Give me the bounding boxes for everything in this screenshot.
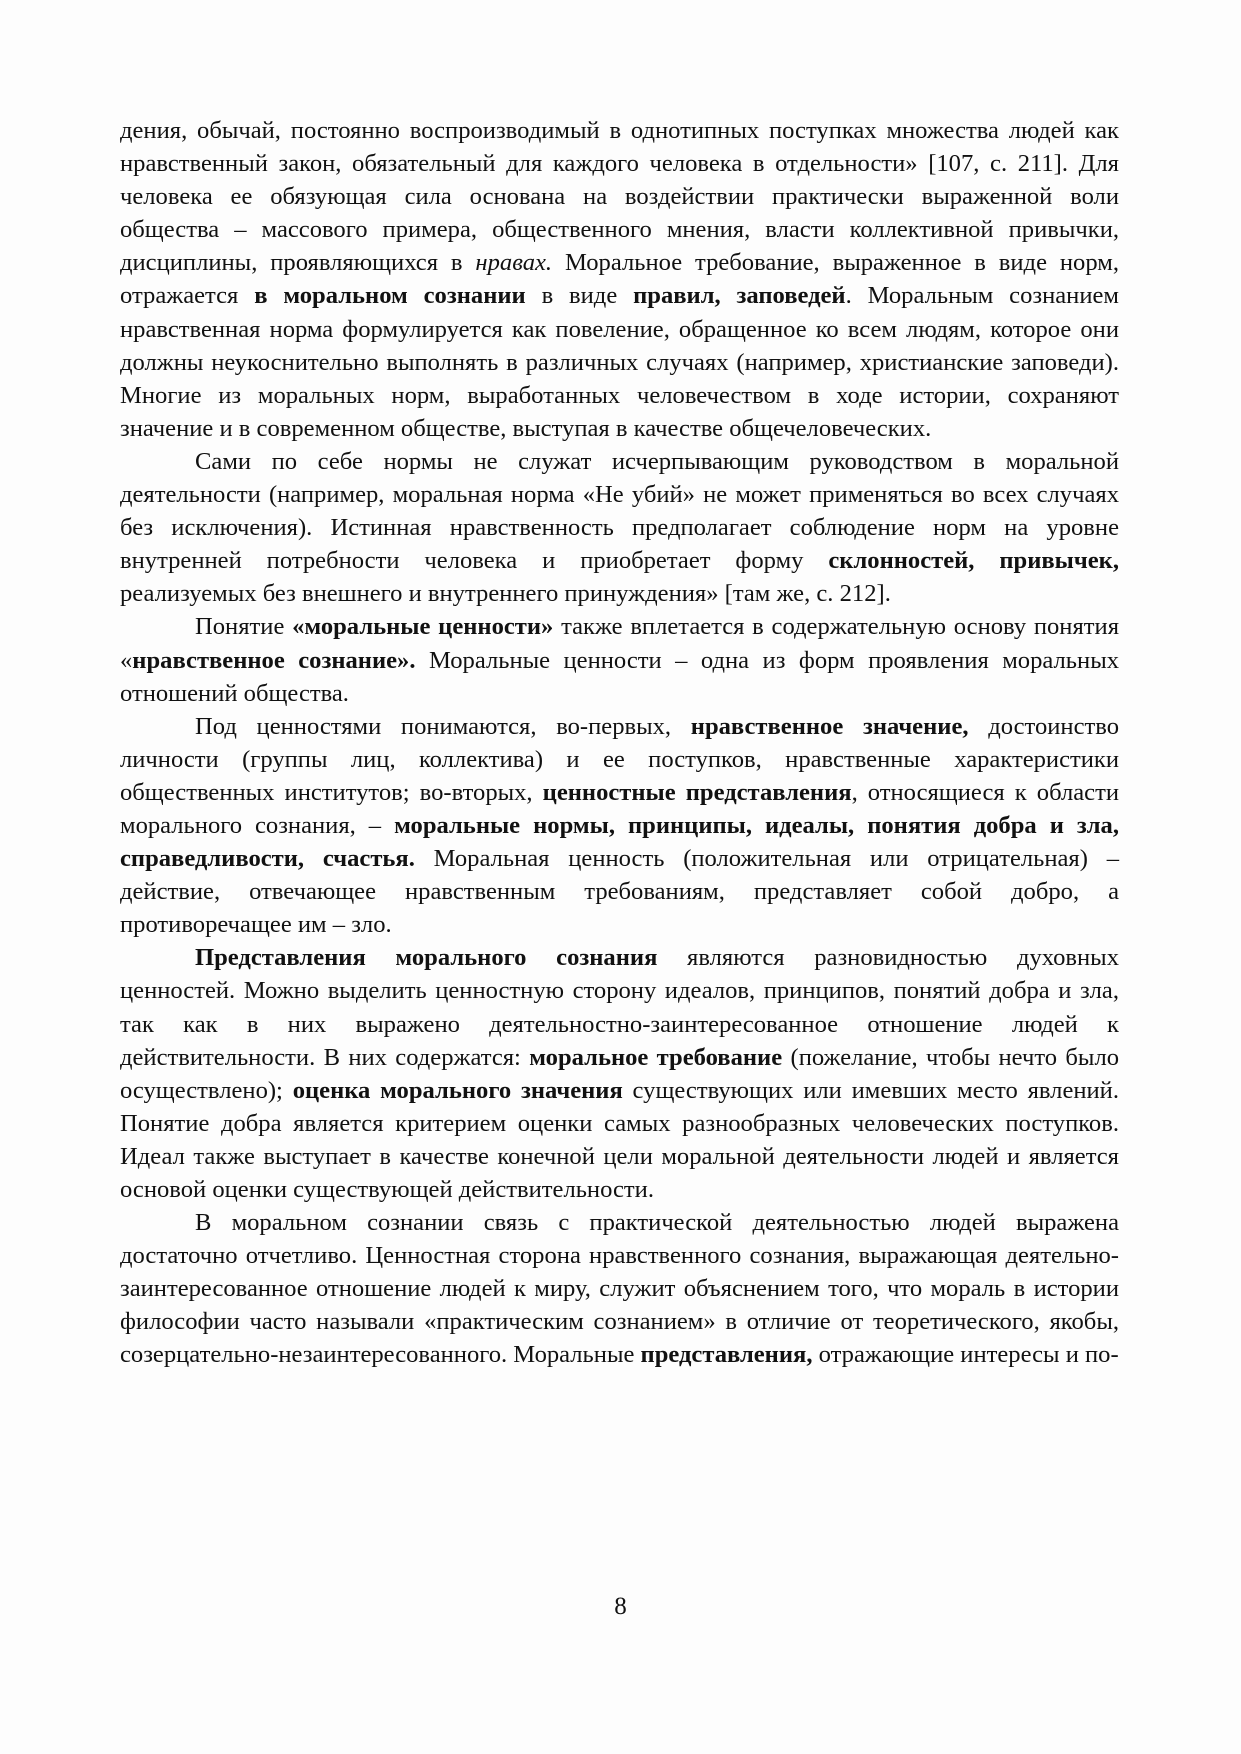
page-number: 8 [614, 1593, 627, 1620]
text-run: Сами по себе нормы не служат исчерпывающим руководством в моральной деятельности (например, моральная норма «Не убий» не может применяться во всех случаях без исключения). Истинная нравственность предполагает соблюдение норм на уровне внутренней потребности человека и приобретает форму [120, 447, 1119, 575]
paragraph-p5 [120, 941, 1119, 1206]
paragraph-p3 [120, 610, 1119, 709]
bold-text-run: Представления морального сознания [195, 944, 658, 972]
bold-text-run: склонностей, привычек, [828, 547, 1119, 575]
text-run: достоинство личности (группы лиц, коллектива) и ее поступков, нравственные характеристики общественных институтов; во-вторых, [120, 712, 1119, 806]
paragraph-p1 [120, 114, 1119, 445]
bold-text-run: в моральном сознании [254, 282, 526, 310]
text-run: существующих или имевших место явлений. Понятие добра является критерием оценки самых разнообразных человеческих поступков. Идеал также выступает в качестве конечной цели моральной деятельности людей и является основой оценки существующей действительности. [120, 1076, 1119, 1203]
paragraph-p2 [120, 445, 1119, 610]
text-run: являются разновидностью духовных ценностей. Можно выделить ценностную сторону идеалов, принципов, понятий добра и зла, так как в них выражено деятельностно-заинтересованное отношение людей к действительности. В них содержатся: [120, 944, 1120, 1071]
bold-text-run: нравственное значение, [690, 712, 969, 740]
text-run: Под ценностями понимаются, во-первых, [195, 712, 691, 740]
bold-text-run: ценностные представления [542, 778, 852, 806]
bold-text-run: оценка морального значения [292, 1076, 623, 1104]
bold-text-run: «моральные ценности» [292, 613, 554, 641]
text-run: Понятие [195, 613, 293, 641]
bold-text-run: правил, заповедей [633, 282, 846, 310]
paragraph-p4 [120, 710, 1119, 942]
text-run: В моральном сознании связь с практической деятельностью людей выражена достаточно отчетливо. Ценностная сторона нравственного сознания, выражающая деятельно-заинтересованное отношение людей к миру, служит объяснением того, что мораль в истории философии часто называли «практическим сознанием» в отличие от теоретического, якобы, созерцательно-незаинтересованного. Моральные [120, 1209, 1119, 1369]
italic-text-run: нравах. [475, 249, 553, 277]
bold-text-run: моральные нормы, принципы, идеалы, понятия добра и зла, справедливости, счастья. [120, 811, 1119, 873]
text-run: реализуемых без внешнего и внутреннего принуждения» [там же, с. 212]. [120, 580, 891, 608]
text-run: Моральная ценность (положительная или отрицательная) – действие, отвечающее нравственным требованиям, представляет собой добро, а противоречащее им – зло. [120, 845, 1119, 939]
bold-text-run: представления, [640, 1341, 813, 1369]
text-run: отражающие интересы и по- [812, 1341, 1119, 1369]
text-run: в виде [525, 282, 634, 310]
text-run: Моральные ценности – одна из форм проявления моральных отношений общества. [120, 646, 1120, 707]
bold-text-run: нравственное сознание». [132, 646, 416, 674]
text-run: также вплетается в содержательную основу понятия « [120, 613, 1120, 674]
text-run: Моральное требование, выраженное в виде норм, отражается [120, 249, 1119, 310]
bold-text-run: моральное требование [529, 1043, 783, 1071]
text-run: . Моральным сознанием нравственная норма формулируется как повеление, обращенное ко всем людям, которое они должны неукоснительно выполнять в различных случаях (например, христианские заповеди). Многие из моральных норм, выработанных человечеством в ходе истории, сохраняют значение и в современном обществе, выступая в качестве общечеловеческих. [120, 282, 1119, 442]
text-run: , относящиеся к области морального сознания, – [120, 778, 1119, 839]
text-run: (пожелание, чтобы нечто было осуществлено); [120, 1043, 1120, 1104]
text-run: дения, обычай, постоянно воспроизводимый в однотипных поступках множества людей как нравственный закон, обязательный для каждого человека в отдельности» [107, с. 211]. Для человека ее обязующая сила основана на воздействии практически выраженной воли общества – массового примера, общественного мнения, власти коллективной привычки, дисциплины, проявляющихся в [120, 117, 1119, 277]
body-text [120, 114, 1119, 1372]
paragraph-p6 [120, 1206, 1119, 1371]
